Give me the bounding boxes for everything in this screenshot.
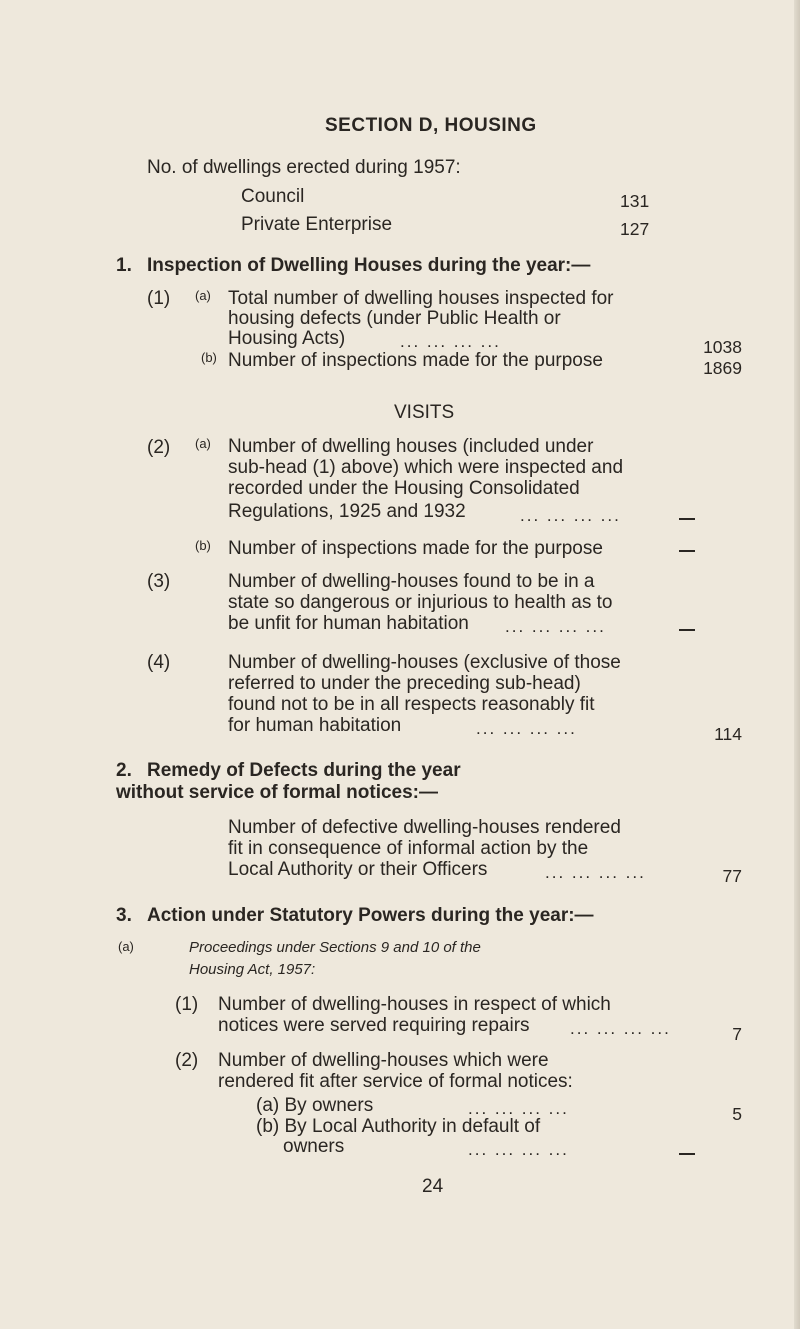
item-2a-leader: ... ... ... ... [520, 506, 621, 525]
section-3-item-2b-value [679, 1153, 695, 1155]
item-2a-line-2: sub-head (1) above) which were inspected and [228, 457, 624, 478]
page-number: 24 [422, 1176, 444, 1197]
section-2-line-1: Number of defective dwelling-houses rendered [228, 817, 621, 838]
section-3-item-2-number: (2) [175, 1050, 199, 1071]
section-3a-mark: (a) [118, 939, 134, 954]
item-3-line-3: be unfit for human habitation [228, 613, 469, 634]
item-2b-value [679, 550, 695, 552]
item-4-leader: ... ... ... ... [476, 719, 577, 738]
section-3-item-2b-line-1: (b) By Local Authority in default of [256, 1116, 541, 1137]
section-2-leader: ... ... ... ... [545, 863, 646, 882]
item-1a-line-2: housing defects (under Public Health or [228, 308, 561, 329]
section-3-item-1-line-2: notices were served requiring repairs [218, 1015, 530, 1036]
section-3-item-1-leader: ... ... ... ... [570, 1019, 671, 1038]
item-3-number: (3) [147, 571, 171, 592]
dwellings-erected-label: No. of dwellings erected during 1957: [147, 157, 461, 178]
section-3-item-2-line-2: rendered fit after service of formal notices: [218, 1071, 573, 1092]
section-title: SECTION D, HOUSING [325, 115, 537, 136]
section-2-heading-line-1: Remedy of Defects during the year [147, 760, 461, 781]
section-3-item-2a-value: 5 [732, 1104, 742, 1124]
section-2-value: 77 [722, 866, 742, 886]
section-3-item-1-value: 7 [732, 1024, 742, 1044]
private-enterprise-label: Private Enterprise [241, 214, 393, 235]
item-2a-value [679, 518, 695, 520]
visits-heading: VISITS [394, 402, 455, 423]
section-2-line-3: Local Authority or their Officers [228, 859, 488, 880]
council-value: 131 [620, 191, 650, 211]
item-4-number: (4) [147, 652, 171, 673]
item-1a-line-1: Total number of dwelling houses inspected for [228, 288, 614, 309]
section-3-item-1-number: (1) [175, 994, 199, 1015]
section-3-item-2a-leader: ... ... ... ... [468, 1099, 569, 1118]
item-1a-line-3: Housing Acts) [228, 328, 346, 349]
item-1a-mark: (a) [195, 288, 211, 303]
section-3a-line-2: Housing Act, 1957: [189, 961, 316, 978]
item-1a-value: 1038 [703, 337, 742, 357]
item-4-line-3: found not to be in all respects reasonably fit [228, 694, 595, 715]
item-3-line-2: state so dangerous or injurious to health as to [228, 592, 613, 613]
item-2a-mark: (a) [195, 436, 211, 451]
item-2b-mark: (b) [195, 538, 211, 553]
item-2-number: (2) [147, 437, 171, 458]
item-2a-line-1: Number of dwelling houses (included under [228, 436, 594, 457]
item-3-value [679, 629, 695, 631]
item-3-leader: ... ... ... ... [505, 617, 606, 636]
section-3-item-2b-line-2: owners [283, 1136, 345, 1157]
item-4-line-2: referred to under the preceding sub-head) [228, 673, 581, 694]
item-1a-leader: ... ... ... ... [400, 332, 501, 351]
private-enterprise-value: 127 [620, 219, 650, 239]
item-4-value: 114 [714, 724, 742, 744]
section-3-item-2a-text: (a) By owners [256, 1095, 374, 1116]
section-3-item-2b-leader: ... ... ... ... [468, 1140, 569, 1159]
item-2a-line-4: Regulations, 1925 and 1932 [228, 501, 466, 522]
item-1b-text: Number of inspections made for the purpose [228, 350, 603, 371]
section-3-number: 3. [116, 905, 132, 926]
section-3-item-1-line-1: Number of dwelling-houses in respect of which [218, 994, 611, 1015]
section-1-heading: Inspection of Dwelling Houses during the year:— [147, 255, 591, 276]
item-1b-mark: (b) [201, 350, 217, 365]
item-1-number: (1) [147, 288, 171, 309]
item-2a-line-3: recorded under the Housing Consolidated [228, 478, 580, 499]
item-3-line-1: Number of dwelling-houses found to be in a [228, 571, 595, 592]
section-2-number: 2. [116, 760, 132, 781]
section-3-heading: Action under Statutory Powers during the year:— [147, 905, 594, 926]
section-2-heading-line-2: without service of formal notices:— [116, 782, 438, 803]
section-2-line-2: fit in consequence of informal action by the [228, 838, 589, 859]
item-4-line-4: for human habitation [228, 715, 402, 736]
council-label: Council [241, 186, 305, 207]
item-1b-value: 1869 [703, 358, 742, 378]
item-4-line-1: Number of dwelling-houses (exclusive of those [228, 652, 621, 673]
section-1-number: 1. [116, 255, 132, 276]
item-2b-text: Number of inspections made for the purpose [228, 538, 603, 559]
section-3a-line-1: Proceedings under Sections 9 and 10 of the [189, 939, 481, 956]
section-3-item-2-line-1: Number of dwelling-houses which were [218, 1050, 549, 1071]
